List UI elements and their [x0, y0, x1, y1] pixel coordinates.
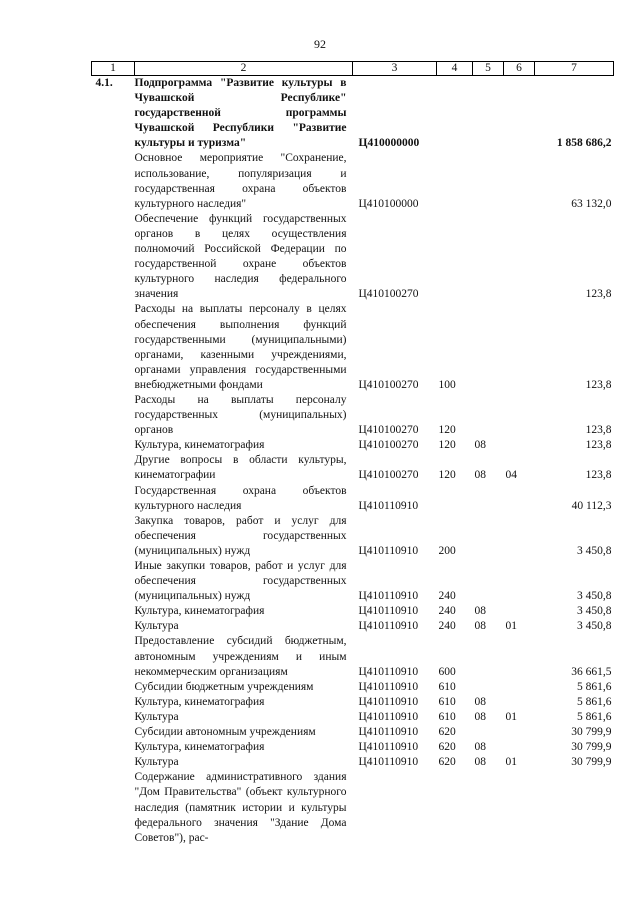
target-code: Ц410110910 [358, 544, 419, 557]
amount: 123,8 [585, 469, 612, 482]
row-name: Культура, кинематография [134, 741, 265, 754]
expense-type: 240 [438, 605, 456, 618]
target-code: Ц410110910 [358, 710, 419, 723]
row-name: Культура, кинематография [134, 439, 265, 452]
table-row [92, 680, 614, 695]
row-number [92, 514, 135, 559]
section [473, 725, 504, 740]
subsection: 04 [505, 469, 517, 482]
section: 08 [474, 439, 486, 452]
subsection [504, 484, 535, 514]
row-number [92, 453, 135, 483]
target-code: Ц410110910 [358, 741, 419, 754]
target-code: Ц410100270 [358, 469, 419, 482]
target-code: Ц410110910 [358, 590, 419, 603]
row-name: Субсидии автономным учреждениям [134, 726, 316, 739]
table-row [92, 755, 614, 770]
amount: 63 132,0 [571, 197, 612, 210]
subsection [504, 604, 535, 619]
table-row [92, 604, 614, 619]
subsection: 01 [505, 710, 517, 723]
expense-type: 100 [438, 378, 456, 391]
row-number: 4.1. [95, 77, 113, 89]
amount: 3 450,8 [577, 605, 612, 618]
amount: 123,8 [585, 378, 612, 391]
table-row [92, 302, 614, 393]
expense-type [437, 76, 473, 152]
table-row [92, 559, 614, 604]
section [473, 76, 504, 152]
expense-type: 200 [438, 544, 456, 557]
expense-type: 610 [438, 695, 456, 708]
table-row [92, 212, 614, 303]
amount: 36 661,5 [571, 665, 612, 678]
page-number: 92 [314, 37, 326, 51]
row-name: Предоставление субсидий бюджетным, автономным учреждениям и иным некоммерческим организациям [134, 635, 347, 678]
target-code: Ц410110910 [358, 605, 419, 618]
row-number [92, 680, 135, 695]
table-row [92, 438, 614, 453]
expense-type: 120 [438, 469, 456, 482]
amount: 123,8 [585, 424, 612, 437]
target-code: Ц410110910 [358, 499, 419, 512]
table-row [92, 393, 614, 438]
section [473, 151, 504, 211]
row-name: Культура, кинематография [134, 605, 265, 618]
row-name: Культура [134, 710, 179, 723]
row-name: Культура [134, 620, 179, 633]
subsection [504, 680, 535, 695]
section [473, 680, 504, 695]
section [473, 770, 504, 845]
column-header-1: 1 [92, 62, 135, 76]
amount: 3 450,8 [577, 620, 612, 633]
row-number [92, 634, 135, 679]
row-name: Расходы на выплаты персоналу в целях обеспечения выполнения функций государственными (муниципальными) органами, казенными учреждениями, органами управления государственными внебюджетными фондами [134, 303, 347, 391]
section [473, 393, 504, 438]
expense-type: 600 [438, 665, 456, 678]
subsection [504, 559, 535, 604]
row-name: Культура, кинематография [134, 695, 265, 708]
table-row [92, 695, 614, 710]
subsection [504, 393, 535, 438]
table-row [92, 484, 614, 514]
section: 08 [474, 710, 486, 723]
expense-type [437, 770, 473, 845]
target-code: Ц410100270 [358, 378, 419, 391]
amount [535, 770, 614, 845]
target-code: Ц410100270 [358, 439, 419, 452]
target-code: Ц410110910 [358, 665, 419, 678]
row-number [92, 604, 135, 619]
section: 08 [474, 695, 486, 708]
row-number [92, 725, 135, 740]
column-header-7: 7 [535, 62, 614, 76]
amount: 123,8 [585, 439, 612, 452]
target-code: Ц410100270 [358, 424, 419, 437]
target-code: Ц410100000 [358, 197, 419, 210]
row-name: Расходы на выплаты персоналу государственных (муниципальных) органов [134, 393, 347, 437]
row-number [92, 695, 135, 710]
section [473, 559, 504, 604]
amount: 5 861,6 [577, 710, 612, 723]
subsection: 01 [505, 756, 517, 769]
target-code: Ц410110910 [358, 680, 419, 693]
subsection [504, 151, 535, 211]
amount: 1 858 686,2 [556, 137, 612, 150]
row-name: Содержание административного здания "Дом Правительства" (объект культурного наследия (памятник истории и культуры федерального значения "Здание Дома Советов"), рас- [134, 771, 347, 844]
section: 08 [474, 756, 486, 769]
expense-type [437, 151, 473, 211]
section: 08 [474, 741, 486, 754]
amount: 30 799,9 [571, 726, 612, 739]
column-header-4: 4 [437, 62, 473, 76]
row-name: Основное мероприятие "Сохранение, использование, популяризация и государственная охрана объектов культурного наследия" [134, 152, 347, 210]
subsection [504, 438, 535, 453]
row-name: Закупка товаров, работ и услуг для обеспечения государственных (муниципальных) нужд [134, 514, 347, 557]
expense-type: 240 [438, 620, 456, 633]
section [473, 514, 504, 559]
table-row [92, 634, 614, 679]
expense-type: 620 [438, 741, 456, 754]
expense-type: 620 [438, 726, 456, 739]
expense-type: 620 [438, 756, 456, 769]
subsection [504, 212, 535, 303]
subsection [504, 770, 535, 845]
row-name: Культура [134, 756, 179, 769]
subsection [504, 302, 535, 393]
column-header-3: 3 [353, 62, 437, 76]
section [473, 484, 504, 514]
subsection [504, 514, 535, 559]
row-number [92, 740, 135, 755]
section [473, 302, 504, 393]
row-number [92, 302, 135, 393]
table-row [92, 453, 614, 483]
header-row [92, 62, 614, 76]
row-name: Государственная охрана объектов культурного наследия [134, 484, 347, 512]
expense-type: 610 [438, 710, 456, 723]
table-row [92, 619, 614, 634]
row-name: Иные закупки товаров, работ и услуг для обеспечения государственных (муниципальных) нужд [134, 560, 347, 603]
amount: 3 450,8 [577, 590, 612, 603]
section: 08 [474, 605, 486, 618]
row-name: Субсидии бюджетным учреждениям [134, 680, 314, 693]
amount: 3 450,8 [577, 544, 612, 557]
row-number [92, 438, 135, 453]
row-number [92, 212, 135, 303]
target-code: Ц410110910 [358, 620, 419, 633]
target-code [353, 770, 437, 845]
row-number [92, 559, 135, 604]
expense-type: 120 [438, 424, 456, 437]
subsection [504, 725, 535, 740]
target-code: Ц410110910 [358, 695, 419, 708]
row-name: Другие вопросы в области культуры, кинематографии [134, 454, 347, 482]
row-number [92, 710, 135, 725]
subsection [504, 634, 535, 679]
amount: 5 861,6 [577, 695, 612, 708]
target-code: Ц410110910 [358, 756, 419, 769]
amount: 5 861,6 [577, 680, 612, 693]
table-row [92, 725, 614, 740]
target-code: Ц410110910 [358, 726, 419, 739]
row-number [92, 770, 135, 845]
expense-type: 120 [438, 439, 456, 452]
budget-table [91, 61, 614, 846]
table-row [92, 740, 614, 755]
column-header-6: 6 [504, 62, 535, 76]
table-row [92, 770, 614, 845]
column-header-5: 5 [473, 62, 504, 76]
table-row [92, 151, 614, 211]
subsection [504, 740, 535, 755]
section: 08 [474, 620, 486, 633]
expense-type [437, 212, 473, 303]
subsection: 01 [505, 620, 517, 633]
amount: 40 112,3 [571, 499, 612, 512]
column-header-2: 2 [135, 62, 353, 76]
row-name: Подпрограмма "Развитие культуры в Чувашской Республике" государственной программы Чувашской Республики "Развитие культуры и туризма" [134, 77, 347, 150]
row-number [92, 484, 135, 514]
row-number [92, 755, 135, 770]
table-row [92, 710, 614, 725]
row-number [92, 151, 135, 211]
table-row [92, 76, 614, 152]
expense-type: 240 [438, 590, 456, 603]
table-row [92, 514, 614, 559]
row-number [92, 619, 135, 634]
target-code: Ц410100270 [358, 288, 419, 301]
section [473, 212, 504, 303]
amount: 30 799,9 [571, 741, 612, 754]
expense-type: 610 [438, 680, 456, 693]
target-code: Ц410000000 [358, 137, 420, 150]
expense-type [437, 484, 473, 514]
amount: 30 799,9 [571, 756, 612, 769]
subsection [504, 695, 535, 710]
subsection [504, 76, 535, 152]
section: 08 [474, 469, 486, 482]
amount: 123,8 [585, 288, 612, 301]
section [473, 634, 504, 679]
row-name: Обеспечение функций государственных органов в целях осуществления полномочий Российской Федерации по государственной охране объектов культурного наследия федерального значения [134, 212, 347, 301]
row-number [92, 393, 135, 438]
